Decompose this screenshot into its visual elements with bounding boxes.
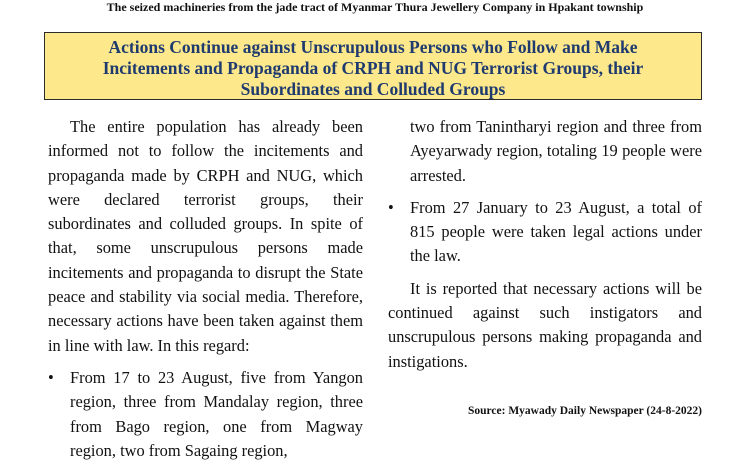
headline-line-1: Actions Continue against Unscrupulous Persons who Follow and Make [108,37,638,57]
intro-paragraph: The entire population has already been informed not to follow the incitements and propaganda made by CRPH and NUG, which were declared terrorist groups, their subordinates and colluded groups. In spite of that, some unscrupulous persons made incitements and propaganda to disrupt the State peace and stability via social media. Therefore, necessary actions have been taken against them in line with law. In this regard: [48,117,363,355]
left-column [48,115,363,463]
bullet-item-1 [48,366,363,463]
bullet-dot: • [48,367,54,387]
right-column [388,115,702,374]
photo-caption: The seized machineries from the jade tract of Myanmar Thura Jewellery Company in Hpakant township [106,0,644,14]
closing-paragraph: It is reported that necessary actions will be continued against such instigators and unscrupulous persons making propaganda and instigations. [388,278,702,371]
headline-line-2: Incitements and Propaganda of CRPH and NUG Terrorist Groups, their [102,58,644,78]
source-credit: Source: Myawady Daily Newspaper (24-8-2022) [467,405,702,417]
bullet-item-2-text: From 27 January to 23 August, a total of 815 people were taken legal actions under the law. [410,197,702,266]
headline-line-3: Subordinates and Colluded Groups [240,79,506,99]
article-headline [44,32,702,100]
bullet-item-1-text: From 17 to 23 August, five from Yangon region, three from Mandalay region, three from Bago region, one from Magway region, two from Sagaing region, [70,367,363,460]
bullet-item-1-continued: two from Tanintharyi region and three from Ayeyarwady region, totaling 19 people were arrested. [410,117,702,185]
bullet-item-2 [388,196,702,269]
bullet-dot: • [388,197,394,217]
